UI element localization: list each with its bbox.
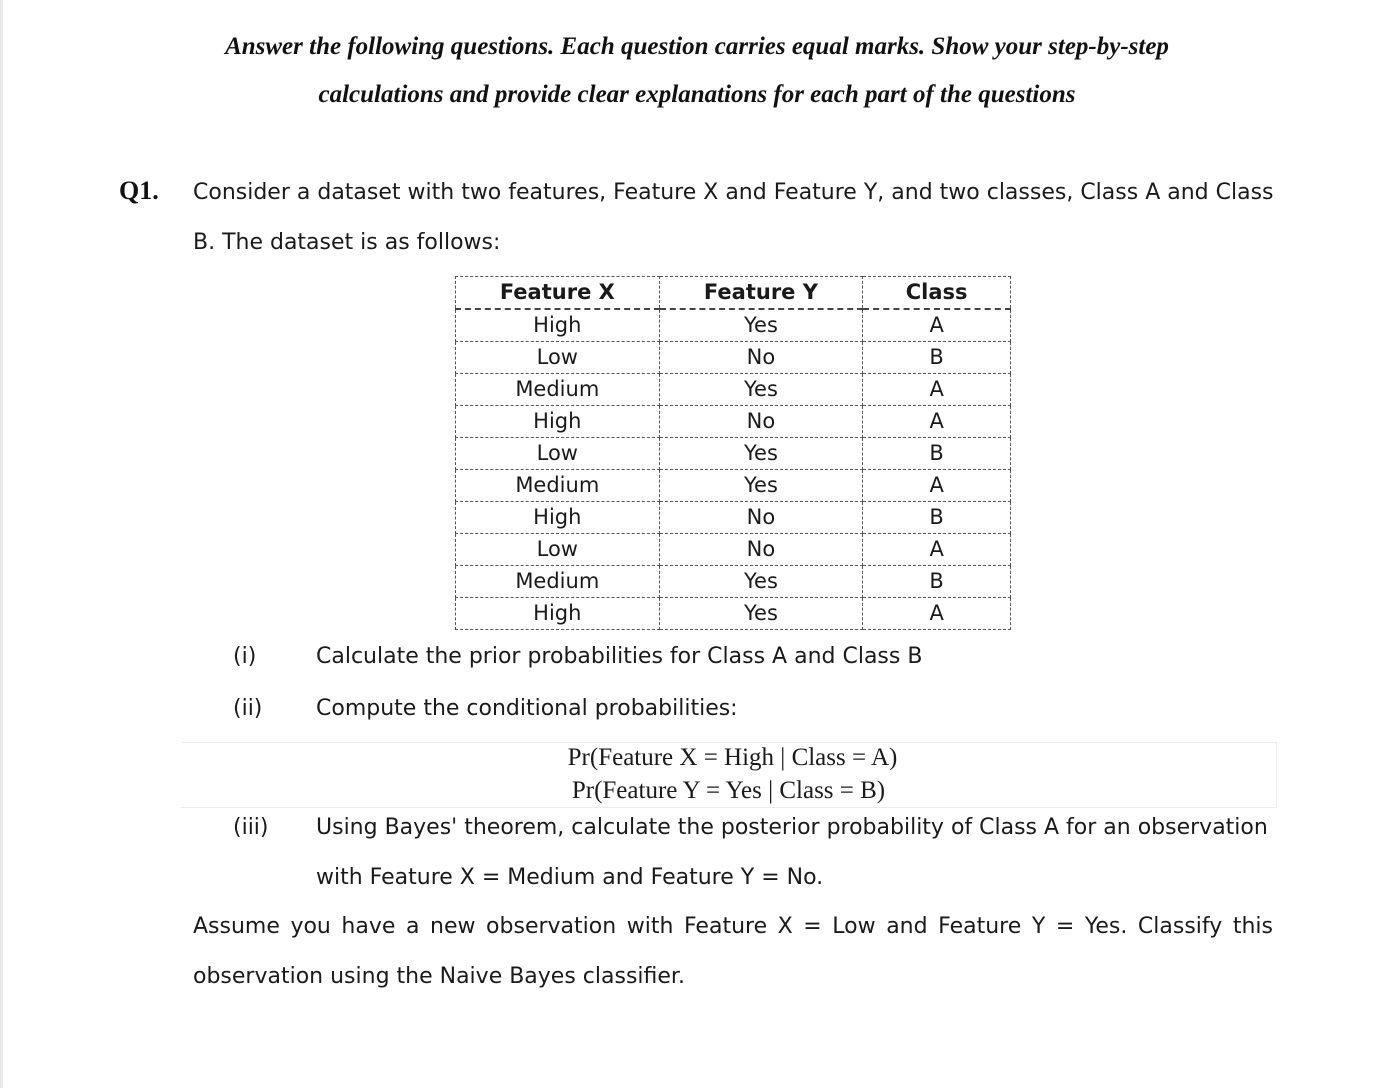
- part-iii-text-line-2: with Feature X = Medium and Feature Y = No.: [316, 865, 824, 890]
- header-class: Class: [863, 277, 1011, 310]
- part-ii-label: (ii): [233, 696, 263, 721]
- table-row: [456, 534, 1011, 566]
- table-row: [456, 502, 1011, 534]
- cell-class: B: [863, 502, 1011, 534]
- cell-feature-x: High: [456, 309, 660, 342]
- header-feature-x: Feature X: [456, 277, 660, 310]
- formula-line-2: Pr(Feature Y = Yes | Class = B): [571, 777, 886, 804]
- table-row: [456, 406, 1011, 438]
- cell-feature-x: Low: [456, 342, 660, 374]
- cell-feature-x: Medium: [456, 470, 660, 502]
- cell-feature-y: No: [659, 406, 863, 438]
- cell-feature-x: High: [456, 406, 660, 438]
- cell-feature-x: Medium: [456, 374, 660, 406]
- cell-class: B: [863, 342, 1011, 374]
- part-i-label: (i): [233, 644, 257, 669]
- cell-feature-x: Low: [456, 438, 660, 470]
- cell-class: A: [863, 598, 1011, 630]
- part-iii-label: (iii): [233, 815, 269, 840]
- table-row: [456, 566, 1011, 598]
- part-iii-text-line-1: Using Bayes' theorem, calculate the posterior probability of Class A for an observation: [316, 815, 1268, 840]
- cell-class: A: [863, 534, 1011, 566]
- question-intro-line-1: Consider a dataset with two features, Feature X and Feature Y, and two classes, Class A and Class: [193, 180, 1274, 205]
- table-header-row: [456, 277, 1011, 310]
- cell-class: A: [863, 406, 1011, 438]
- cell-class: B: [863, 438, 1011, 470]
- dataset-table: [455, 276, 1011, 630]
- table-row: [456, 598, 1011, 630]
- cell-class: A: [863, 374, 1011, 406]
- table-row: [456, 342, 1011, 374]
- cell-feature-y: Yes: [659, 438, 863, 470]
- part-ii-text: Compute the conditional probabilities:: [316, 696, 738, 721]
- cell-feature-y: No: [659, 502, 863, 534]
- instructions-line-1: Answer the following questions. Each question carries equal marks. Show your step-by-step: [225, 33, 1169, 60]
- final-question-line-1: Assume you have a new observation with Feature X = Low and Feature Y = Yes. Classify this: [193, 914, 1273, 939]
- cell-feature-y: Yes: [659, 470, 863, 502]
- cell-feature-y: Yes: [659, 309, 863, 342]
- cell-feature-y: Yes: [659, 598, 863, 630]
- formula-block: [181, 742, 1277, 808]
- cell-class: A: [863, 470, 1011, 502]
- table-row: [456, 309, 1011, 342]
- question-label: Q1.: [119, 176, 159, 205]
- table-row: [456, 438, 1011, 470]
- cell-feature-x: Low: [456, 534, 660, 566]
- cell-feature-y: No: [659, 342, 863, 374]
- cell-feature-x: Medium: [456, 566, 660, 598]
- page-edge: [0, 0, 3, 1088]
- question-intro-line-2: B. The dataset is as follows:: [193, 230, 501, 255]
- table-row: [456, 374, 1011, 406]
- cell-feature-x: High: [456, 598, 660, 630]
- cell-class: A: [863, 309, 1011, 342]
- part-i-text: Calculate the prior probabilities for Class A and Class B: [316, 644, 923, 669]
- final-question-line-2: observation using the Naive Bayes classifier.: [193, 964, 685, 989]
- instructions-line-2: calculations and provide clear explanations for each part of the questions: [318, 81, 1076, 108]
- cell-feature-x: High: [456, 502, 660, 534]
- header-feature-y: Feature Y: [659, 277, 863, 310]
- cell-feature-y: Yes: [659, 566, 863, 598]
- cell-class: B: [863, 566, 1011, 598]
- table-row: [456, 470, 1011, 502]
- cell-feature-y: Yes: [659, 374, 863, 406]
- cell-feature-y: No: [659, 534, 863, 566]
- formula-line-1: Pr(Feature X = High | Class = A): [567, 744, 898, 771]
